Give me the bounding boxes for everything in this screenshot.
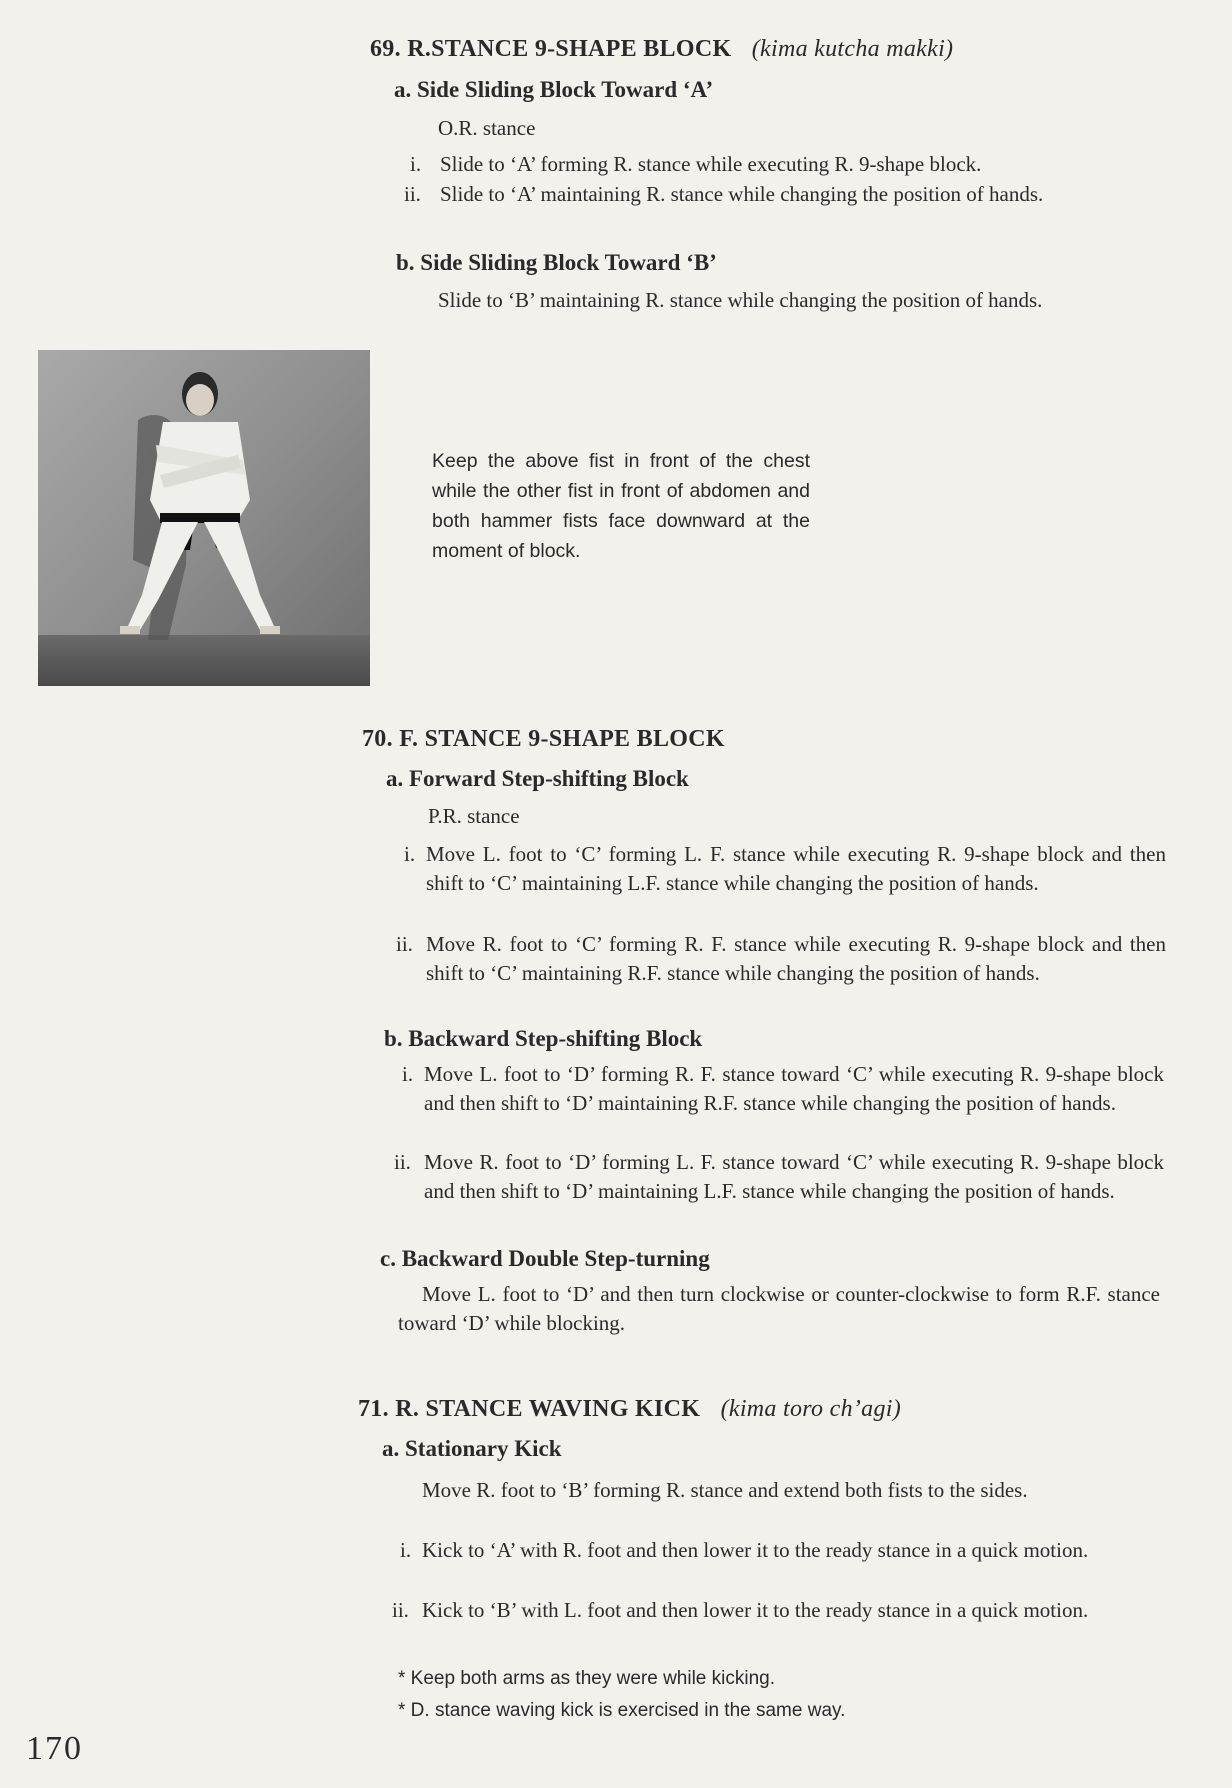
- list-item: i. Move L. foot to ‘C’ forming L. F. stance while executing R. 9-shape block and then shift to ‘C’ maintaining L.F. stance while changing the position of hands.: [404, 842, 1166, 895]
- section-number: 69.: [370, 36, 401, 62]
- subsection-70c-heading: c. Backward Double Step-turning: [380, 1246, 710, 1271]
- subsection-70a-heading: a. Forward Step-shifting Block: [386, 766, 689, 791]
- list-item: i. Kick to ‘A’ with R. foot and then lower it to the ready stance in a quick motion.: [400, 1538, 1089, 1562]
- subsection-69a-heading: a. Side Sliding Block Toward ‘A’: [394, 77, 714, 102]
- subsection-70b-heading: b. Backward Step-shifting Block: [384, 1026, 703, 1051]
- section-69-heading: [370, 36, 953, 63]
- list-item: ii. Slide to ‘A’ maintaining R. stance while changing the position of hands.: [404, 182, 1044, 206]
- photo-caption: Keep the above fist in front of the chest while the other fist in front of abdomen and both hammer fists face downward at the moment of block.: [432, 450, 810, 562]
- starting-stance: O.R. stance: [438, 116, 536, 140]
- section-title: R. STANCE WAVING KICK: [395, 1396, 701, 1422]
- section-number: 70.: [362, 726, 393, 752]
- list-item: i. Slide to ‘A’ forming R. stance while executing R. 9-shape block.: [410, 152, 982, 176]
- list-item: ii. Move R. foot to ‘D’ forming L. F. stance toward ‘C’ while executing R. 9-shape block and then shift to ‘D’ maintaining L.F. stance while changing the position of hands.: [394, 1150, 1164, 1203]
- karate-stance-photo: [38, 350, 370, 686]
- subsection-71a-heading: a. Stationary Kick: [382, 1436, 562, 1461]
- page-number: 170: [26, 1730, 83, 1767]
- section-70-heading: [362, 726, 725, 753]
- section-title: F. STANCE 9-SHAPE BLOCK: [399, 726, 725, 752]
- section-71-heading: [358, 1396, 901, 1423]
- footnote: * D. stance waving kick is exercised in the same way.: [398, 1700, 846, 1721]
- list-item: ii. Move R. foot to ‘C’ forming R. F. stance while executing R. 9-shape block and then shift to ‘C’ maintaining R.F. stance while changing the position of hands.: [396, 932, 1166, 985]
- paragraph: Slide to ‘B’ maintaining R. stance while changing the position of hands.: [438, 288, 1043, 312]
- korean-term: (kima kutcha makki): [751, 36, 954, 62]
- subsection-69b-heading: b. Side Sliding Block Toward ‘B’: [396, 250, 717, 275]
- list-item: i. Move L. foot to ‘D’ forming R. F. stance toward ‘C’ while executing R. 9-shape block and then shift to ‘D’ maintaining R.F. stance while changing the position of hands.: [402, 1062, 1164, 1115]
- section-number: 71.: [358, 1396, 389, 1422]
- starting-stance: P.R. stance: [428, 804, 520, 828]
- paragraph: Move R. foot to ‘B’ forming R. stance and extend both fists to the sides.: [422, 1478, 1028, 1502]
- paragraph: Move L. foot to ‘D’ and then turn clockwise or counter-clockwise to form R.F. stance toward ‘D’ while blocking.: [398, 1282, 1160, 1335]
- section-title: R.STANCE 9-SHAPE BLOCK: [407, 36, 732, 62]
- korean-term: (kima toro ch’agi): [720, 1396, 902, 1422]
- list-item: ii. Kick to ‘B’ with L. foot and then lower it to the ready stance in a quick motion.: [392, 1598, 1089, 1622]
- footnote: * Keep both arms as they were while kicking.: [398, 1668, 776, 1689]
